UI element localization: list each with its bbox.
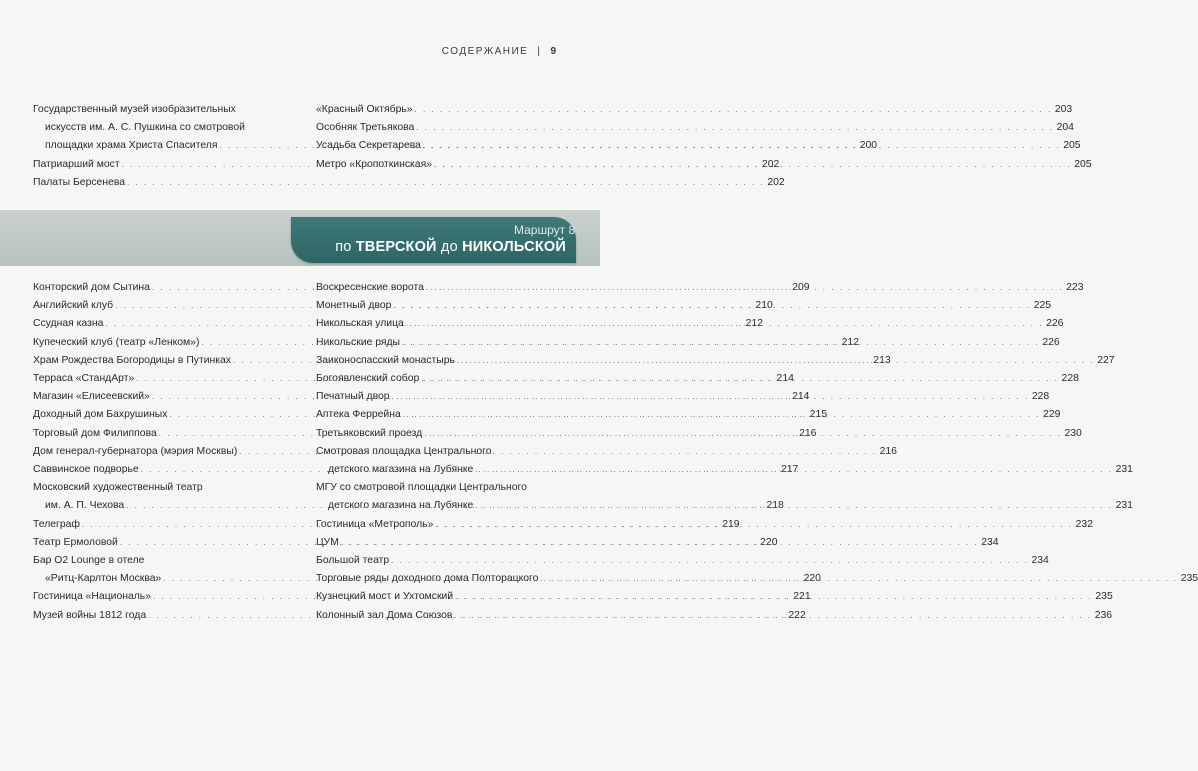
toc-entry-title xyxy=(316,352,1115,370)
toc-entry-text: Смотровая площадка Центрального xyxy=(316,445,492,457)
toc-entry-page: 228 xyxy=(1031,391,1050,403)
toc-entry-page: 214 xyxy=(792,391,810,403)
toc-entry-line xyxy=(316,334,1060,352)
toc-entry-line xyxy=(316,461,1133,479)
toc-entry-text: Воскресенские ворота xyxy=(316,282,424,293)
dot-leader xyxy=(435,516,1073,534)
toc-entry-text: Терраса «СтандАрт» xyxy=(33,373,135,385)
dot-leader xyxy=(403,406,1041,424)
toc-entry-line xyxy=(33,174,785,192)
toc-entry-title xyxy=(316,570,1198,588)
toc-entry-line xyxy=(316,352,1115,370)
header-separator: | xyxy=(537,46,542,57)
dot-leader xyxy=(434,156,1072,174)
toc-entry-line xyxy=(316,570,1198,588)
toc-entry-page: 219 xyxy=(722,518,740,530)
route-name-b: НИКОЛЬСКОЙ xyxy=(462,239,566,255)
dot-leader xyxy=(457,352,1095,370)
toc-entry-text: Ссудная казна xyxy=(33,318,104,330)
toc-entry-text: Торговые ряды доходного дома Полторацкого xyxy=(316,573,539,585)
toc-entry-text: им. А. П. Чехова xyxy=(45,500,125,512)
toc-entry-line xyxy=(316,101,1072,119)
toc-entry-line xyxy=(316,406,1060,424)
toc-entry-line xyxy=(316,156,1092,174)
dot-leader xyxy=(475,497,1113,515)
toc-entry-text: Гостиница «Метрополь» xyxy=(316,518,434,530)
dot-leader xyxy=(421,370,1059,388)
route-name-prefix: по xyxy=(335,239,356,255)
toc-entry-page: 214 xyxy=(776,373,794,385)
toc-entry-line xyxy=(316,588,1113,606)
toc-entry-page: 200 xyxy=(859,140,878,152)
toc-entry-title xyxy=(316,607,1112,625)
dot-leader xyxy=(402,334,1040,352)
toc-entry-page: 212 xyxy=(841,336,860,348)
toc-entry-page: 212 xyxy=(745,318,763,330)
toc-entry xyxy=(316,552,1049,570)
toc-entry-text: детского магазина на Лубянке xyxy=(328,500,474,512)
toc-entry-title xyxy=(316,101,1072,119)
toc-entry-text: Монетный двор xyxy=(316,300,392,312)
toc-entry-line xyxy=(316,552,1049,570)
toc-entry-page: 202 xyxy=(761,158,780,170)
toc-entry-page: 228 xyxy=(1061,373,1079,385)
toc-entry-text: Дом генерал-губернатора (мэрия Москвы) xyxy=(33,445,238,457)
toc-entry-title xyxy=(316,443,1133,479)
toc-entry-page: 231 xyxy=(1115,464,1133,476)
toc-entry-title xyxy=(316,534,999,552)
toc-entry-text: детского магазина на Лубянке xyxy=(328,464,474,476)
toc-entry-text: Доходный дом Бахрушиных xyxy=(33,409,168,421)
toc-entry-line xyxy=(316,297,1051,315)
toc-entry-text: Аптека Феррейна xyxy=(316,409,401,421)
toc-entry-text: ЦУМ xyxy=(316,536,339,548)
toc-entry-text: Метро «Кропоткинская» xyxy=(316,158,432,170)
toc-entry-page: 213 xyxy=(873,354,891,366)
toc-entry-text: искусств им. А. С. Пушкина со смотровой xyxy=(45,122,245,134)
toc-entry-text: «Красный Октябрь» xyxy=(316,104,413,115)
toc-entry-page: 229 xyxy=(1043,409,1061,421)
dot-leader xyxy=(415,101,1053,119)
toc-entry-page: 222 xyxy=(788,609,806,621)
toc-entry-text: Саввинское подворье xyxy=(33,464,139,476)
toc-entry-line xyxy=(316,443,1133,461)
toc-entry-page: 227 xyxy=(1097,354,1115,366)
toc-entry-line xyxy=(316,315,1063,333)
toc-entry-text: Третьяковский проезд xyxy=(316,427,423,439)
dot-leader xyxy=(424,425,1062,443)
toc-entry-title xyxy=(316,334,1060,352)
toc-entry-page: 234 xyxy=(981,536,999,548)
toc-entry-text: Храм Рождества Богородицы в Путинках xyxy=(33,354,232,366)
toc-entry-page: 205 xyxy=(1063,140,1081,152)
running-header xyxy=(442,46,556,57)
toc-entry-text: Театр Ермоловой xyxy=(33,536,118,548)
toc-entry-text: Телеграф xyxy=(33,518,80,530)
toc-entry xyxy=(316,119,1074,137)
toc-entry-text: Государственный музей изобразительных xyxy=(33,104,236,115)
toc-entry-text: Кузнецкий мост и Ухтомский xyxy=(316,591,454,603)
toc-entry-line xyxy=(316,370,1079,388)
page-number: 9 xyxy=(550,46,556,57)
toc-entry-page: 210 xyxy=(755,300,773,312)
dot-leader xyxy=(416,119,1054,137)
toc-entry-text: Магазин «Елисеевский» xyxy=(33,391,150,403)
toc-entry-text: Торговый дом Филиппова xyxy=(33,427,157,439)
toc-entry-line xyxy=(316,497,1133,515)
toc-entry-page: 204 xyxy=(1056,122,1074,134)
toc-entry-page: 221 xyxy=(793,591,811,603)
toc-entry-page: 216 xyxy=(799,427,817,439)
toc-entry-page: 202 xyxy=(767,176,785,188)
toc-entry-text: Богоявленский собор xyxy=(316,373,420,385)
toc-entry-text: «Ритц-Карлтон Москва» xyxy=(45,573,162,585)
dot-leader xyxy=(406,315,1044,333)
toc-entry-page: 232 xyxy=(1075,518,1093,530)
toc-entry-line xyxy=(316,279,1084,297)
toc-entry-title xyxy=(316,279,1084,297)
toc-entry-page: 215 xyxy=(809,409,828,421)
toc-entry-title xyxy=(316,425,1082,443)
toc-entry-page: 205 xyxy=(1074,158,1092,170)
toc-entry-line xyxy=(316,119,1074,137)
route-label: Маршрут 8 xyxy=(514,223,576,237)
toc-entry-text: Никольская улица xyxy=(316,318,404,330)
toc-entry-text: Патриарший мост xyxy=(33,158,120,170)
dot-leader xyxy=(454,607,1092,625)
toc-entry-page: 218 xyxy=(766,500,784,512)
toc-entry-title xyxy=(316,370,1079,388)
dot-leader xyxy=(540,570,1178,588)
toc-entry-title xyxy=(316,137,1081,155)
toc-entry-line xyxy=(316,425,1082,443)
dot-leader xyxy=(127,174,765,192)
toc-entry-text: площадки храма Христа Спасителя xyxy=(45,140,218,152)
toc-entry-text: Печатный двор xyxy=(316,391,390,403)
toc-entry-page: 236 xyxy=(1094,609,1113,621)
toc-entry-page: 220 xyxy=(803,573,821,585)
toc-entry-title xyxy=(316,552,1049,570)
toc-entry-text: Усадьба Секретарева xyxy=(316,140,421,152)
dot-leader xyxy=(341,534,979,552)
toc-entry-page: 217 xyxy=(780,464,799,476)
toc-entry-text: Заиконоспасский монастырь xyxy=(316,354,455,366)
toc-entry-page: 235 xyxy=(1180,573,1198,585)
toc-entry-page: 225 xyxy=(1033,300,1052,312)
toc-entry-title xyxy=(316,156,1092,174)
toc-entry-line xyxy=(316,137,1081,155)
toc-entry-title xyxy=(316,516,1093,534)
toc-entry-page: 226 xyxy=(1046,318,1064,330)
toc-entry-text: Московский художественный театр xyxy=(33,482,203,494)
toc-entry-title xyxy=(33,174,785,192)
dot-leader xyxy=(393,297,1031,315)
dot-leader xyxy=(392,388,1030,406)
toc-entry xyxy=(33,174,785,192)
toc-entry-title xyxy=(316,315,1063,333)
toc-entry-text: Большой театр xyxy=(316,555,390,567)
toc-entry xyxy=(316,101,1073,119)
toc-entry-line xyxy=(316,607,1112,625)
toc-entry-text: МГУ со смотровой площадки Центрального xyxy=(316,482,527,494)
toc-entry-text: Музей войны 1812 года xyxy=(33,609,147,621)
toc-entry-text: Никольские ряды xyxy=(316,336,401,348)
section-title: СОДЕРЖАНИЕ xyxy=(441,46,529,57)
toc-entry-page: 209 xyxy=(792,282,810,293)
dot-leader xyxy=(426,279,1064,297)
toc-entry-page: 223 xyxy=(1066,282,1084,293)
toc-entry-line xyxy=(316,516,1093,534)
toc-entry-page: 226 xyxy=(1042,336,1060,348)
route-heading xyxy=(291,217,576,263)
toc-entry-text: Палаты Берсенева xyxy=(33,176,126,188)
toc-entry-page: 216 xyxy=(879,445,897,457)
toc-entry-text: Особняк Третьякова xyxy=(316,122,415,134)
toc-entry-page: 231 xyxy=(1115,500,1133,512)
toc-entry-text: Бар O2 Lounge в отеле xyxy=(33,555,145,567)
toc-entry-text: Колонный зал Дома Союзов xyxy=(316,609,453,621)
toc-entry-line xyxy=(316,479,1133,497)
dot-leader xyxy=(455,588,1093,606)
toc-entry-text: Конторский дом Сытина xyxy=(33,282,150,293)
route-name-mid: до xyxy=(436,239,463,255)
dot-leader xyxy=(391,552,1029,570)
dot-leader xyxy=(475,461,1113,479)
toc-entry-title xyxy=(316,388,1049,406)
route-name-a: ТВЕРСКОЙ xyxy=(355,239,437,255)
toc-entry-title xyxy=(316,119,1074,137)
toc-entry-line xyxy=(316,534,999,552)
toc-entry-title xyxy=(316,297,1051,315)
toc-entry-text: Гостиница «Националь» xyxy=(33,591,151,603)
toc-entry-text: Купеческий клуб (театр «Ленком») xyxy=(33,336,200,348)
toc-entry-page: 220 xyxy=(760,536,778,548)
dot-leader xyxy=(423,137,1061,155)
toc-entry-text: Английский клуб xyxy=(33,300,114,312)
toc-entry-page: 235 xyxy=(1095,591,1113,603)
toc-entry-title xyxy=(316,479,1133,515)
toc-entry-line xyxy=(316,388,1049,406)
toc-entry-page: 234 xyxy=(1031,555,1049,567)
route-name xyxy=(335,239,566,255)
toc-entry-page: 203 xyxy=(1054,104,1073,115)
toc-entry-title xyxy=(316,406,1060,424)
toc-entry-page: 230 xyxy=(1064,427,1082,439)
toc-entry-title xyxy=(316,588,1113,606)
